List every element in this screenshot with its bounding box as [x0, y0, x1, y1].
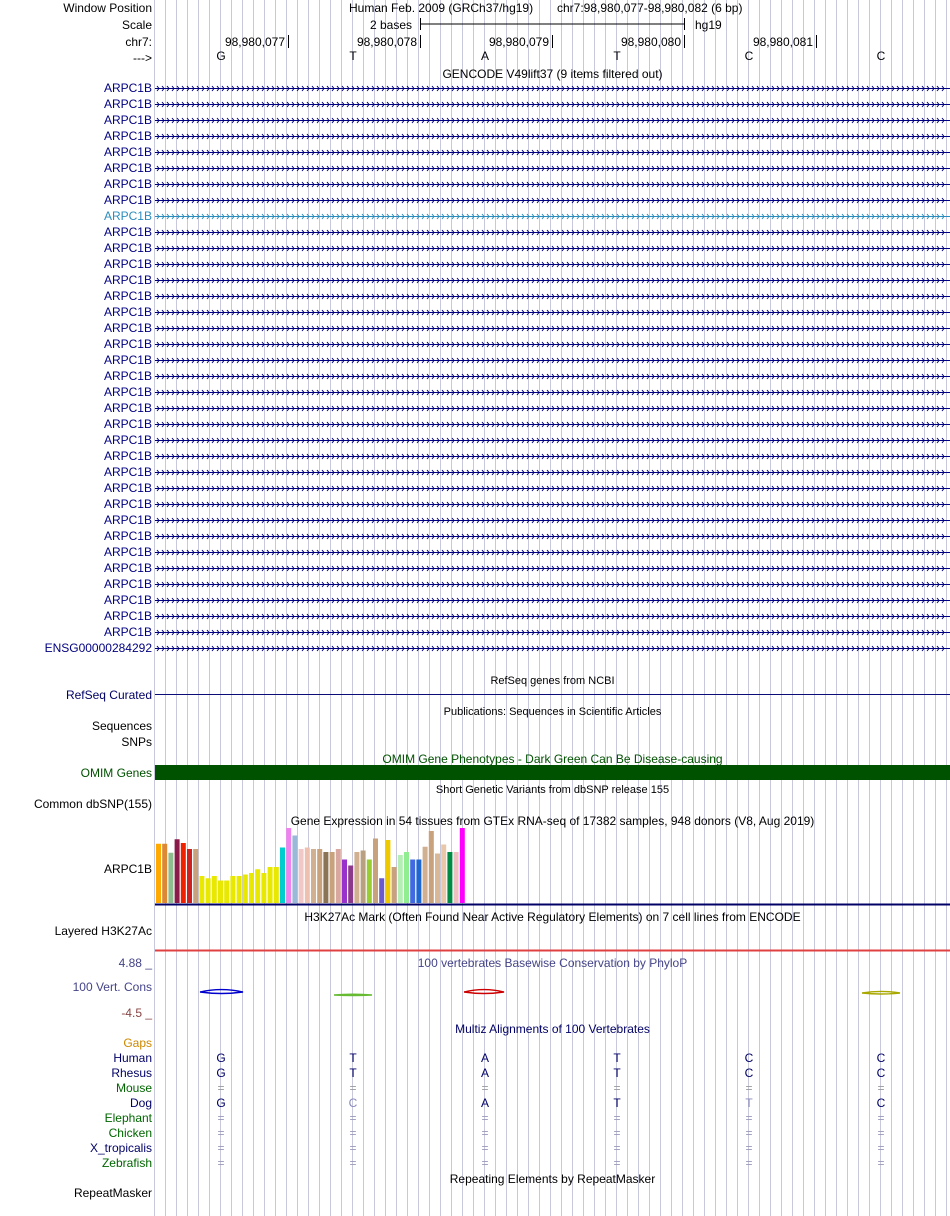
gencode-item-label[interactable]: ARPC1B	[103, 161, 152, 175]
gencode-item-label[interactable]: ARPC1B	[103, 513, 152, 527]
multiz-base: =	[613, 1141, 621, 1155]
multiz-base: T	[613, 1051, 621, 1065]
multiz-base: G	[216, 1096, 226, 1110]
ruler-base-label: C	[744, 49, 754, 63]
gtex-tissue-bar	[181, 843, 186, 903]
snps-label[interactable]: SNPs	[121, 735, 152, 749]
dbsnp-track-title[interactable]: Short Genetic Variants from dbSNP release 155	[435, 784, 670, 796]
gtex-tissue-bar	[330, 852, 335, 903]
gencode-transcript-line	[155, 518, 950, 523]
multiz-base: =	[877, 1126, 885, 1140]
gencode-item-label[interactable]: ARPC1B	[103, 417, 152, 431]
multiz-base: =	[745, 1156, 753, 1170]
gtex-tissue-bar	[237, 876, 242, 903]
multiz-base: A	[480, 1096, 489, 1110]
multiz-species-label[interactable]: Mouse	[115, 1081, 152, 1095]
gencode-transcript-line	[155, 454, 950, 459]
gencode-item-label[interactable]: ARPC1B	[103, 273, 152, 287]
gencode-item-label[interactable]: ARPC1B	[103, 129, 152, 143]
multiz-base: =	[481, 1081, 489, 1095]
gencode-transcript-line	[155, 86, 950, 91]
phylop-max-label: 4.88 _	[118, 956, 152, 970]
multiz-base: =	[613, 1111, 621, 1125]
gtex-tissue-bar	[162, 844, 167, 903]
gtex-tissue-bar	[460, 828, 465, 903]
multiz-base: =	[877, 1111, 885, 1125]
gencode-transcript-line	[155, 262, 950, 267]
gtex-tissue-bar	[255, 869, 260, 903]
gtex-tissue-bar	[441, 845, 446, 904]
gencode-item-label[interactable]: ARPC1B	[103, 545, 152, 559]
gencode-item-label[interactable]: ARPC1B	[103, 529, 152, 543]
gtex-tissue-bar	[410, 860, 415, 904]
multiz-base: A	[480, 1066, 489, 1080]
repeatmasker-track-title[interactable]: Repeating Elements by RepeatMasker	[449, 1172, 656, 1186]
gencode-transcript-line	[155, 102, 950, 107]
gencode-item-label[interactable]: ARPC1B	[103, 257, 152, 271]
db-label: hg19	[695, 18, 722, 32]
gencode-transcript-line	[155, 294, 950, 299]
ruler-base-label: T	[613, 49, 621, 63]
gencode-item-label[interactable]: ARPC1B	[103, 481, 152, 495]
gtex-tissue-bar	[429, 831, 434, 903]
multiz-base: C	[744, 1066, 754, 1080]
multiz-species-label[interactable]: Zebrafish	[101, 1156, 152, 1170]
gtex-tissue-bar	[311, 849, 316, 903]
gencode-item-label[interactable]: ARPC1B	[103, 401, 152, 415]
h3k27ac-label[interactable]: Layered H3K27Ac	[54, 924, 152, 938]
multiz-base: T	[349, 1066, 357, 1080]
multiz-base: =	[481, 1156, 489, 1170]
ruler-tick-label: 98,980,078	[356, 35, 417, 49]
gtex-tissue-bar	[423, 847, 428, 903]
gtex-tissue-bar	[206, 878, 211, 903]
gtex-tissue-bar	[317, 849, 322, 903]
gencode-transcript-line	[155, 390, 950, 395]
phylop-label[interactable]: 100 Vert. Cons	[72, 980, 152, 994]
gtex-tissue-bar	[373, 839, 378, 904]
multiz-base: =	[745, 1141, 753, 1155]
gencode-transcript-line	[155, 502, 950, 507]
gencode-item-label[interactable]: ARPC1B	[103, 449, 152, 463]
gencode-transcript-line	[155, 358, 950, 363]
position-readout: chr7:98,980,077-98,980,082 (6 bp)	[557, 1, 743, 15]
ruler-base-label: T	[349, 49, 357, 63]
gencode-item-label[interactable]: ARPC1B	[103, 209, 152, 223]
window-position-label: Window Position	[63, 1, 152, 15]
multiz-base: =	[877, 1141, 885, 1155]
phylop-score-mark	[334, 994, 372, 995]
gencode-transcript-line	[155, 614, 950, 619]
multiz-base: =	[481, 1126, 489, 1140]
gencode-transcript-line	[155, 150, 950, 155]
gencode-item-label[interactable]: ARPC1B	[103, 385, 152, 399]
publications-label[interactable]: Sequences	[91, 719, 152, 733]
gencode-transcript-line	[155, 246, 950, 251]
chrom-label: chr7:	[125, 35, 152, 49]
gencode-transcript-line	[155, 182, 950, 187]
gtex-tissue-bar	[249, 873, 254, 903]
gtex-tissue-bar	[416, 860, 421, 904]
multiz-base: G	[216, 1066, 226, 1080]
gencode-item-label[interactable]: ARPC1B	[103, 81, 152, 95]
gtex-tissue-bar	[243, 875, 248, 904]
gtex-tissue-bar	[404, 852, 409, 903]
gtex-tissue-bar	[385, 840, 390, 903]
multiz-base: =	[613, 1126, 621, 1140]
refseq-track-title[interactable]: RefSeq genes from NCBI	[490, 675, 615, 687]
gencode-item-label[interactable]: ARPC1B	[103, 321, 152, 335]
gtex-tissue-bar	[230, 876, 235, 903]
gencode-transcript-line	[155, 326, 950, 331]
gencode-item-label[interactable]: ARPC1B	[103, 561, 152, 575]
gtex-tissue-bar	[379, 878, 384, 903]
multiz-species-label[interactable]: Dog	[129, 1096, 152, 1110]
multiz-base: =	[745, 1111, 753, 1125]
multiz-species-label[interactable]: Elephant	[104, 1111, 152, 1125]
gtex-tissue-bar	[348, 866, 353, 904]
gencode-transcript-line	[155, 582, 950, 587]
multiz-species-label[interactable]: Rhesus	[111, 1066, 152, 1080]
gtex-tissue-bar	[435, 854, 440, 904]
gtex-tissue-bar	[323, 852, 328, 903]
phylop-score-mark	[200, 990, 243, 994]
phylop-min-label: -4.5 _	[121, 1006, 152, 1020]
multiz-base: =	[349, 1081, 357, 1095]
gencode-item-label[interactable]: ARPC1B	[103, 497, 152, 511]
multiz-species-label[interactable]: Human	[113, 1051, 152, 1065]
multiz-base: =	[217, 1156, 225, 1170]
gencode-item-label[interactable]: ARPC1B	[103, 97, 152, 111]
gtex-tissue-bar	[199, 876, 204, 903]
gtex-tissue-bar	[454, 852, 459, 903]
gencode-item-label[interactable]: ARPC1B	[103, 609, 152, 623]
multiz-base: A	[480, 1051, 489, 1065]
gencode-transcript-line	[155, 374, 950, 379]
gtex-tissue-bar	[218, 881, 223, 904]
gencode-item-label[interactable]: ARPC1B	[103, 353, 152, 367]
multiz-track-title[interactable]: Multiz Alignments of 100 Vertebrates	[455, 1022, 650, 1036]
gencode-transcript-line	[155, 134, 950, 139]
gencode-transcript-line	[155, 438, 950, 443]
multiz-base: =	[217, 1126, 225, 1140]
gencode-transcript-line	[155, 310, 950, 315]
multiz-base: =	[349, 1111, 357, 1125]
gencode-item-label[interactable]: ARPC1B	[103, 625, 152, 639]
gencode-transcript-line	[155, 422, 950, 427]
ruler-tick-label: 98,980,081	[752, 35, 813, 49]
gencode-transcript-line	[155, 646, 950, 651]
repeatmasker-label[interactable]: RepeatMasker	[73, 1186, 152, 1200]
gencode-transcript-line	[155, 278, 950, 283]
gtex-tissue-bar	[305, 848, 310, 904]
gencode-transcript-line	[155, 486, 950, 491]
gencode-track-title[interactable]: GENCODE V49lift37 (9 items filtered out)	[442, 67, 663, 81]
gencode-item-label[interactable]: ENSG00000284292	[44, 641, 152, 655]
gencode-item-label[interactable]: ARPC1B	[103, 241, 152, 255]
gencode-transcript-line	[155, 470, 950, 475]
multiz-base: =	[217, 1141, 225, 1155]
assembly-title: Human Feb. 2009 (GRCh37/hg19)	[349, 1, 534, 15]
track-graphics	[155, 86, 950, 996]
omim-gene-bar	[155, 765, 950, 780]
ruler-base-label: A	[480, 49, 489, 63]
multiz-base: =	[217, 1081, 225, 1095]
gencode-transcript-line	[155, 214, 950, 219]
multiz-base: T	[613, 1066, 621, 1080]
gtex-tissue-bar	[361, 851, 366, 904]
multiz-base: =	[217, 1111, 225, 1125]
phylop-track-title[interactable]: 100 vertebrates Basewise Conservation by PhyloP	[417, 956, 688, 970]
gencode-transcript-line	[155, 166, 950, 171]
gencode-item-label[interactable]: ARPC1B	[103, 145, 152, 159]
ruler-tick-label: 98,980,080	[620, 35, 681, 49]
gtex-tissue-bar	[447, 852, 452, 903]
multiz-base: T	[613, 1096, 621, 1110]
multiz-base: C	[348, 1096, 358, 1110]
gtex-tissue-bar	[392, 867, 397, 903]
gencode-transcript-line	[155, 118, 950, 123]
gencode-item-label[interactable]: ARPC1B	[103, 225, 152, 239]
gtex-tissue-bar	[299, 849, 304, 903]
multiz-base: C	[744, 1051, 754, 1065]
gtex-tissue-bar	[224, 881, 229, 904]
multiz-base: =	[877, 1081, 885, 1095]
gencode-transcript-line	[155, 406, 950, 411]
gtex-tissue-bar	[292, 836, 297, 904]
gtex-tissue-bar	[286, 828, 291, 903]
publications-track-title[interactable]: Publications: Sequences in Scientific Articles	[443, 706, 662, 718]
multiz-base: =	[349, 1156, 357, 1170]
gtex-tissue-bar	[354, 852, 359, 903]
multiz-base: =	[349, 1126, 357, 1140]
multiz-base: C	[876, 1051, 886, 1065]
gtex-tissue-bar	[342, 860, 347, 904]
multiz-base: C	[876, 1066, 886, 1080]
scale-label: Scale	[121, 18, 152, 32]
gtex-track-title[interactable]: Gene Expression in 54 tissues from GTEx RNA-seq of 17382 samples, 948 donors (V8, Aug 2019)	[290, 814, 815, 828]
gtex-tissue-bar	[261, 873, 266, 903]
gencode-item-label[interactable]: ARPC1B	[103, 305, 152, 319]
gencode-item-label[interactable]: ARPC1B	[103, 113, 152, 127]
refseq-label[interactable]: RefSeq Curated	[65, 688, 152, 702]
gtex-tissue-bar	[274, 867, 279, 903]
multiz-species-label[interactable]: X_tropicalis	[89, 1141, 152, 1155]
multiz-base: T	[745, 1096, 753, 1110]
multiz-base: =	[745, 1126, 753, 1140]
gencode-transcript-line	[155, 566, 950, 571]
multiz-base: =	[481, 1111, 489, 1125]
gtex-tissue-bar	[193, 849, 198, 903]
gtex-label[interactable]: ARPC1B	[103, 862, 152, 876]
multiz-base: G	[216, 1051, 226, 1065]
multiz-base: =	[745, 1081, 753, 1095]
gtex-tissue-bar	[168, 853, 173, 903]
gencode-item-label[interactable]: ARPC1B	[103, 577, 152, 591]
multiz-base: =	[613, 1156, 621, 1170]
multiz-base: C	[876, 1096, 886, 1110]
multiz-base: T	[349, 1051, 357, 1065]
gencode-item-label[interactable]: ARPC1B	[103, 337, 152, 351]
gencode-transcript-line	[155, 550, 950, 555]
gtex-tissue-bar	[398, 855, 403, 903]
gencode-item-label[interactable]: ARPC1B	[103, 193, 152, 207]
strand-label: --->	[133, 51, 152, 65]
gencode-item-label[interactable]: ARPC1B	[103, 177, 152, 191]
dbsnp-label[interactable]: Common dbSNP(155)	[33, 797, 152, 811]
gencode-item-label[interactable]: ARPC1B	[103, 465, 152, 479]
h3k27ac-track-title[interactable]: H3K27Ac Mark (Often Found Near Active Regulatory Elements) on 7 cell lines from ENCODE	[304, 910, 801, 924]
ruler-base-label: C	[876, 49, 886, 63]
multiz-base: =	[349, 1141, 357, 1155]
scale-text: 2 bases	[370, 18, 413, 32]
gtex-tissue-bar	[268, 867, 273, 903]
gencode-item-label[interactable]: ARPC1B	[103, 369, 152, 383]
gtex-tissue-bar	[175, 839, 180, 903]
gencode-transcript-line	[155, 598, 950, 603]
gtex-tissue-bar	[280, 848, 285, 904]
gencode-item-label[interactable]: ARPC1B	[103, 593, 152, 607]
gtex-tissue-bar	[187, 849, 192, 903]
ruler-tick-label: 98,980,079	[488, 35, 549, 49]
gaps-label[interactable]: Gaps	[123, 1036, 152, 1050]
gtex-tissue-bar	[367, 860, 372, 904]
gencode-transcript-line	[155, 230, 950, 235]
multiz-species-label[interactable]: Chicken	[108, 1126, 152, 1140]
gencode-transcript-line	[155, 342, 950, 347]
ruler-tick-label: 98,980,077	[224, 35, 285, 49]
omim-track-title[interactable]: OMIM Gene Phenotypes - Dark Green Can Be Disease-causing	[382, 752, 723, 766]
gtex-tissue-bar	[336, 849, 341, 903]
gencode-transcript-line	[155, 630, 950, 635]
gtex-tissue-bar	[156, 844, 161, 903]
gencode-transcript-line	[155, 534, 950, 539]
multiz-base: =	[481, 1141, 489, 1155]
gtex-tissue-bar	[212, 876, 217, 903]
gencode-transcript-line	[155, 198, 950, 203]
gencode-item-label[interactable]: ARPC1B	[103, 289, 152, 303]
ruler-base-label: G	[216, 49, 226, 63]
multiz-base: =	[613, 1081, 621, 1095]
gencode-item-label[interactable]: ARPC1B	[103, 433, 152, 447]
omim-label[interactable]: OMIM Genes	[80, 766, 152, 780]
multiz-base: =	[877, 1156, 885, 1170]
